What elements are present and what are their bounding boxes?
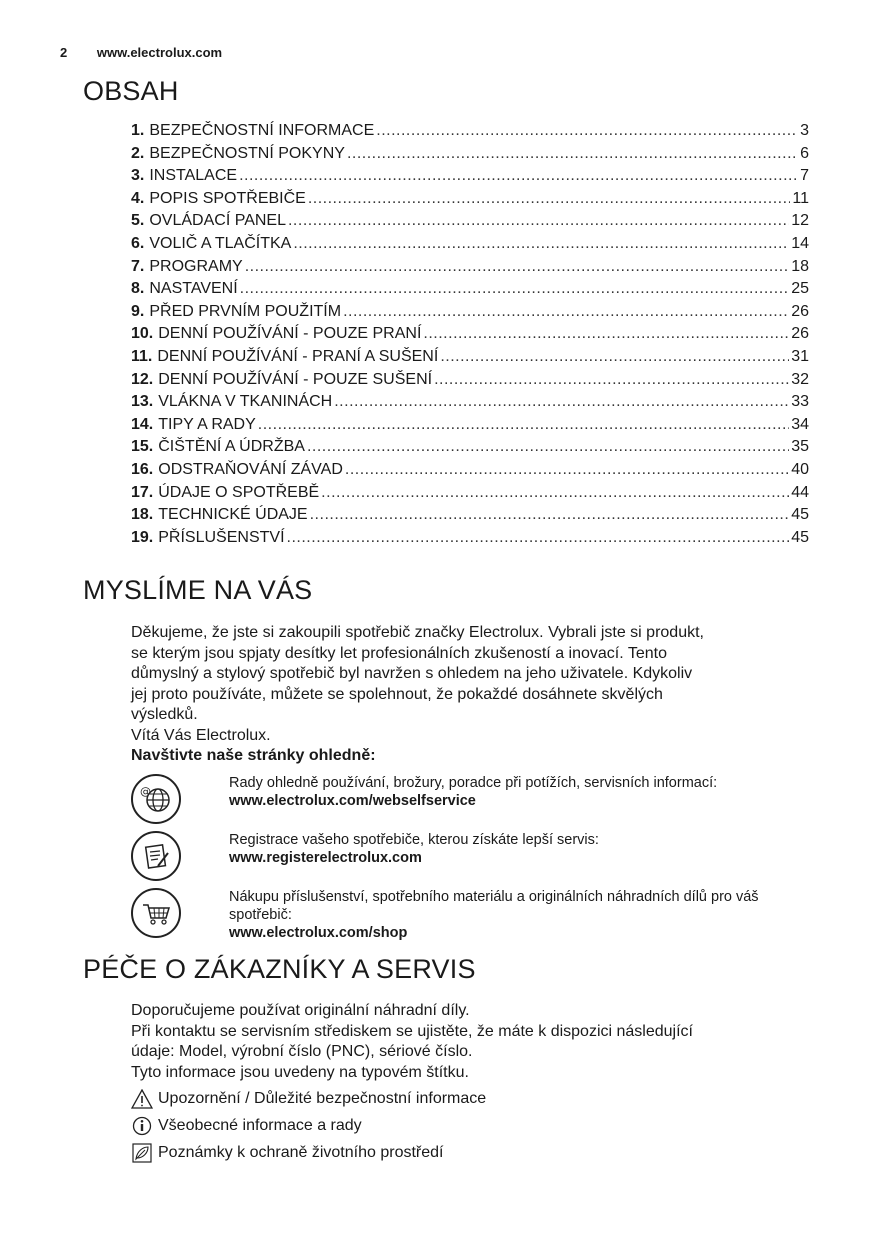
toc-entry-page: 33: [791, 393, 809, 411]
svg-text:@: @: [140, 785, 151, 798]
toc-entry[interactable]: [131, 484, 809, 507]
toc-entry-label: TIPY A RADY: [158, 415, 256, 433]
toc-entry[interactable]: [131, 461, 809, 484]
toc-entry-label: VOLIČ A TLAČÍTKA: [149, 234, 292, 252]
toc-entry[interactable]: [131, 258, 809, 281]
page-number: 2: [60, 45, 68, 60]
toc-entry[interactable]: [131, 122, 809, 145]
link-row-webselfservice: [131, 774, 821, 824]
header-website[interactable]: www.electrolux.com: [96, 45, 223, 60]
toc-entry[interactable]: [131, 416, 809, 439]
toc-entry-number: 4.: [131, 189, 145, 207]
link-text: [229, 831, 819, 867]
toc-entry-page: 14: [791, 234, 809, 252]
paragraph-line: Tyto informace jsou uvedeny na typovém štítku.: [131, 1063, 469, 1081]
paragraph-line: Děkujeme, že jste si zakoupili spotřebič značky Electrolux. Vybrali jste si produkt,: [131, 624, 704, 641]
toc-entry-number: 5.: [131, 212, 145, 230]
toc-entry-number: 19.: [131, 528, 154, 546]
info-icon: [131, 1115, 153, 1137]
toc-entry-number: 10.: [131, 325, 154, 343]
web-globe-icon: [131, 774, 181, 824]
toc-entry-page: 26: [791, 325, 809, 343]
toc-entry-page: 25: [791, 280, 809, 298]
paragraph-line: údaje: Model, výrobní číslo (PNC), sériové číslo.: [131, 1043, 473, 1060]
legend-eco: [131, 1142, 443, 1164]
toc-entry-label: PŘED PRVNÍM POUŽITÍM: [149, 302, 342, 320]
paragraph-line: důmyslný a stylový spotřebič byl navržen s ohledem na jeho uživatele. Kdykoliv: [131, 665, 693, 682]
toc-entry-page: 31: [791, 347, 809, 365]
paragraph-line: jej proto používáte, můžete se spolehnout, že pokaždé dosáhnete skvělých: [131, 685, 663, 703]
warning-icon: [131, 1088, 153, 1110]
toc-entry-page: 32: [791, 370, 809, 388]
toc-leader-dots: [287, 529, 790, 547]
toc-leader-dots: [239, 167, 798, 185]
visit-label: Navštivte naše stránky ohledně:: [131, 747, 376, 764]
toc-entry-label: POPIS SPOTŘEBIČE: [149, 189, 306, 207]
toc-entry[interactable]: [131, 167, 809, 190]
service-paragraph: [131, 1001, 821, 1083]
toc-entry-number: 13.: [131, 393, 154, 411]
link-description: Rady ohledně používání, brožury, poradce při potížích, servisních informací:: [229, 775, 718, 791]
paragraph-line: Doporučujeme používat originální náhradní díly.: [131, 1002, 470, 1019]
toc-entry-page: 12: [791, 212, 809, 230]
toc-entry-page: 18: [791, 257, 809, 275]
toc-entry-label: PŘÍSLUŠENSTVÍ: [158, 528, 285, 546]
toc-entry-page: 11: [792, 189, 809, 207]
link-row-shop: [131, 888, 821, 941]
toc-leader-dots: [321, 484, 789, 502]
toc-leader-dots: [240, 280, 790, 298]
toc-entry-label: VLÁKNA V TKANINÁCH: [158, 393, 333, 411]
toc-entry-number: 15.: [131, 438, 154, 456]
toc-entry-label: ODSTRAŇOVÁNÍ ZÁVAD: [158, 460, 343, 478]
toc-leader-dots: [307, 438, 789, 456]
toc-title: OBSAH: [83, 76, 179, 106]
paragraph-line: Vítá Vás Electrolux.: [131, 726, 271, 744]
page-header: [60, 45, 222, 60]
toc-leader-dots: [288, 212, 789, 230]
toc-entry-label: ÚDAJE O SPOTŘEBĚ: [158, 483, 320, 501]
toc-entry-label: TECHNICKÉ ÚDAJE: [158, 506, 308, 524]
thinking-title: MYSLÍME NA VÁS: [83, 575, 313, 605]
toc-entry-page: 3: [800, 122, 809, 139]
toc-leader-dots: [343, 303, 789, 321]
toc-entry[interactable]: [131, 393, 809, 416]
toc-entry-page: 40: [791, 460, 809, 478]
toc-entry[interactable]: [131, 303, 809, 326]
shop-link[interactable]: www.electrolux.com/shop: [229, 925, 408, 941]
toc-entry-number: 7.: [131, 257, 145, 275]
toc-leader-dots: [434, 371, 789, 389]
toc-entry[interactable]: [131, 190, 809, 213]
eco-leaf-icon: [131, 1142, 153, 1164]
legend-text: Poznámky k ochraně životního prostředí: [158, 1144, 444, 1161]
thinking-paragraph: [131, 623, 821, 767]
toc-leader-dots: [376, 122, 798, 140]
toc-entry-page: 44: [791, 483, 809, 501]
link-description: Nákupu příslušenství, spotřebního materiálu a originálních náhradních dílů pro váš spotřebič:: [229, 889, 759, 923]
legend-text: Všeobecné informace a rady: [158, 1117, 362, 1134]
table-of-contents: [131, 122, 809, 551]
link-description: Registrace vašeho spotřebiče, kterou získáte lepší servis:: [229, 832, 599, 848]
toc-leader-dots: [347, 145, 798, 163]
toc-entry[interactable]: [131, 235, 809, 258]
toc-entry-label: BEZPEČNOSTNÍ INFORMACE: [149, 122, 375, 139]
toc-entry-page: 45: [791, 528, 809, 546]
toc-entry-label: ČIŠTĚNÍ A ÚDRŽBA: [158, 438, 305, 456]
toc-entry-number: 18.: [131, 506, 154, 524]
toc-entry-page: 26: [791, 302, 809, 320]
toc-entry[interactable]: [131, 371, 809, 394]
toc-entry-label: DENNÍ POUŽÍVÁNÍ - POUZE PRANÍ: [158, 325, 422, 343]
toc-entry-number: 12.: [131, 370, 154, 388]
toc-leader-dots: [308, 190, 791, 208]
link-row-register: [131, 831, 821, 881]
register-link[interactable]: www.registerelectrolux.com: [229, 850, 422, 866]
paragraph-line: Při kontaktu se servisním střediskem se ujistěte, že máte k dispozici následující: [131, 1022, 693, 1040]
legend-warning: [131, 1088, 486, 1110]
toc-entry-page: 6: [800, 144, 809, 162]
toc-entry-number: 3.: [131, 167, 145, 185]
toc-entry-number: 11.: [131, 347, 153, 365]
toc-leader-dots: [258, 416, 789, 434]
toc-entry[interactable]: [131, 529, 809, 552]
toc-entry-page: 7: [800, 167, 809, 185]
webselfservice-link[interactable]: www.electrolux.com/webselfservice: [229, 793, 476, 809]
toc-entry-label: OVLÁDACÍ PANEL: [149, 212, 286, 230]
legend-info: [131, 1115, 362, 1137]
toc-entry-number: 14.: [131, 415, 154, 433]
toc-entry-page: 34: [791, 415, 809, 433]
toc-leader-dots: [334, 393, 789, 411]
toc-entry-number: 8.: [131, 280, 145, 298]
paragraph-line: se kterým jsou spjaty desítky let profesionálních zkušeností a inovací. Tento: [131, 644, 667, 662]
toc-entry-label: INSTALACE: [149, 167, 238, 185]
toc-entry-number: 2.: [131, 144, 145, 162]
toc-leader-dots: [310, 506, 790, 524]
toc-leader-dots: [293, 235, 789, 253]
toc-entry-label: PROGRAMY: [149, 257, 243, 275]
toc-entry-number: 17.: [131, 483, 154, 501]
toc-entry[interactable]: [131, 438, 809, 461]
toc-entry-number: 9.: [131, 302, 145, 320]
registration-form-icon: [131, 831, 181, 881]
toc-entry-label: NASTAVENÍ: [149, 280, 238, 298]
toc-entry[interactable]: [131, 212, 809, 235]
toc-leader-dots: [345, 461, 789, 479]
toc-entry-number: 1.: [131, 122, 145, 139]
link-text: [229, 774, 819, 810]
toc-entry[interactable]: [131, 348, 809, 371]
toc-leader-dots: [245, 258, 790, 276]
toc-entry[interactable]: [131, 325, 809, 348]
toc-entry[interactable]: [131, 506, 809, 529]
toc-entry-label: DENNÍ POUŽÍVÁNÍ - POUZE SUŠENÍ: [158, 370, 433, 388]
toc-entry-page: 45: [791, 506, 809, 524]
paragraph-line: výsledků.: [131, 706, 198, 723]
toc-entry-number: 6.: [131, 234, 145, 252]
toc-leader-dots: [440, 348, 789, 366]
service-title: PÉČE O ZÁKAZNÍKY A SERVIS: [83, 954, 476, 984]
toc-entry-label: BEZPEČNOSTNÍ POKYNY: [149, 144, 345, 162]
toc-leader-dots: [423, 325, 789, 343]
toc-entry-number: 16.: [131, 460, 154, 478]
link-text: [229, 888, 809, 942]
toc-entry[interactable]: [131, 145, 809, 168]
toc-entry-label: DENNÍ POUŽÍVÁNÍ - PRANÍ A SUŠENÍ: [157, 347, 439, 365]
legend-text: Upozornění / Důležité bezpečnostní informace: [158, 1090, 487, 1107]
toc-entry-page: 35: [791, 438, 809, 456]
toc-entry[interactable]: [131, 280, 809, 303]
shopping-cart-icon: [131, 888, 181, 938]
